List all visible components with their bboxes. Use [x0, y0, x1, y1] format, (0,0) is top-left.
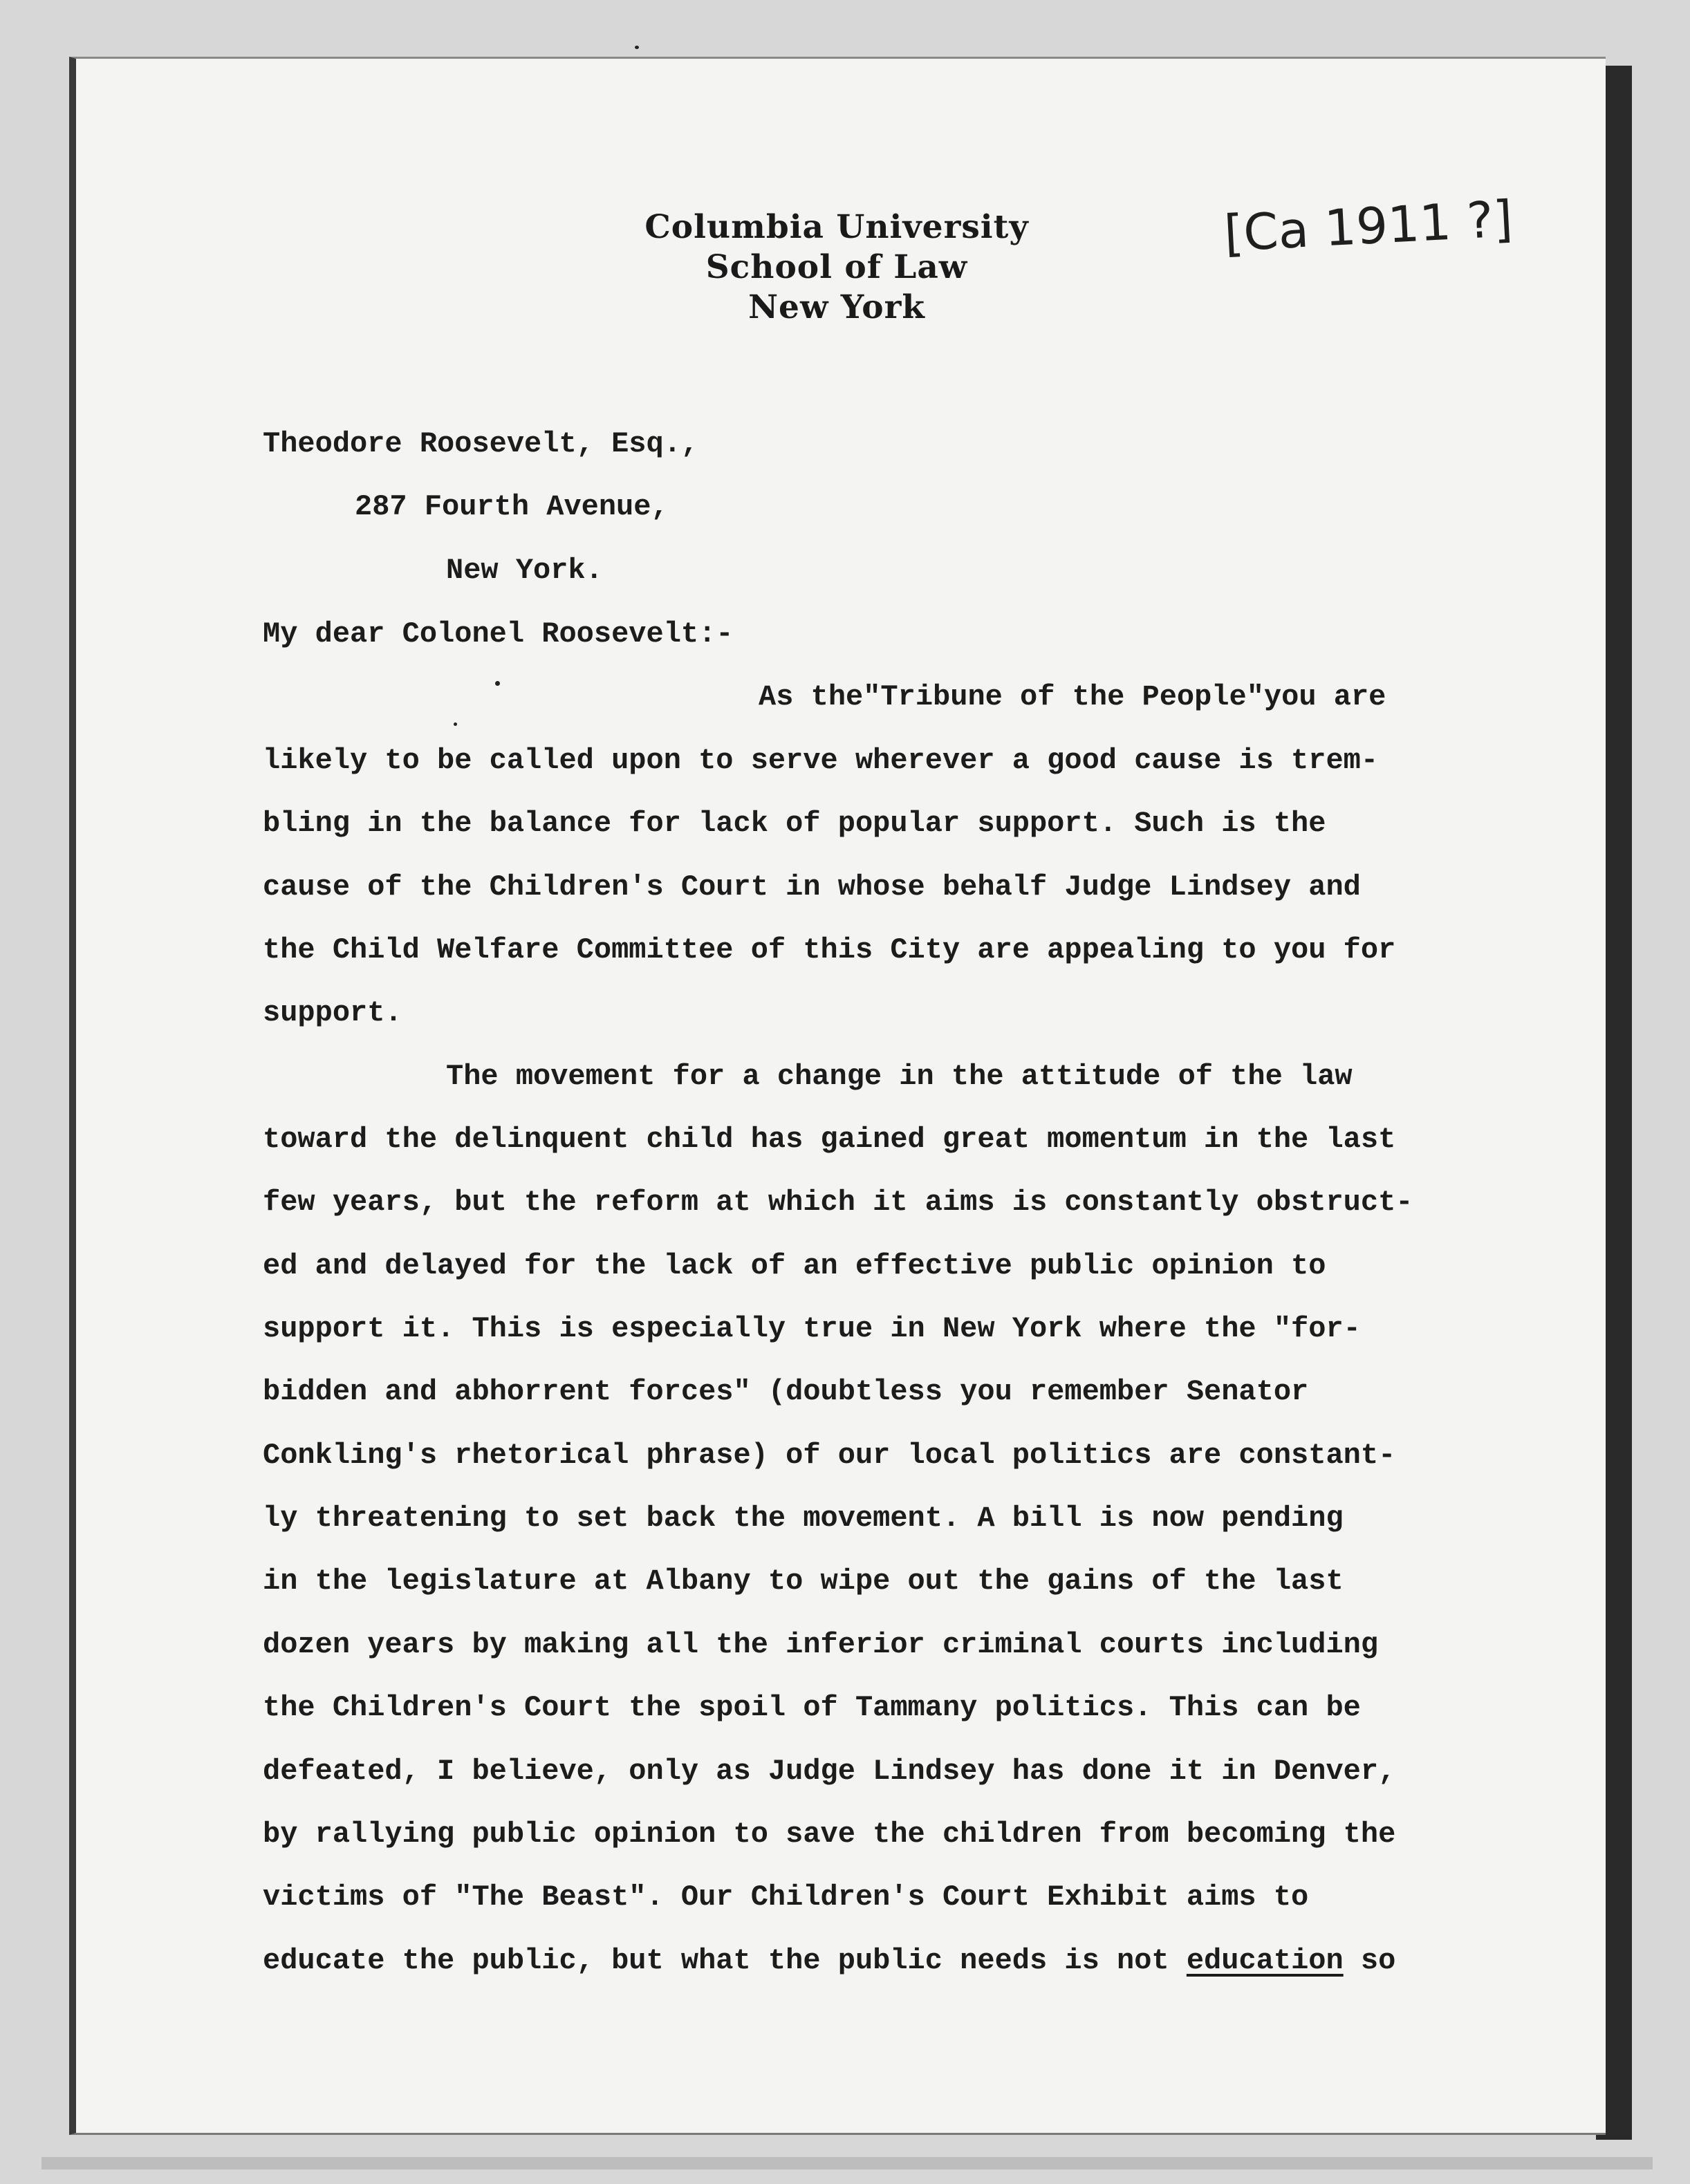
text-line: toward the delinquent child has gained great momentum in the last: [263, 1123, 1396, 1156]
text-line: the Children's Court the spoil of Tammany politics. This can be: [263, 1691, 1361, 1724]
text-line: ed and delayed for the lack of an effective public opinion to: [263, 1249, 1326, 1282]
salutation: My dear Colonel Roosevelt:-: [263, 617, 734, 651]
recipient-name: Theodore Roosevelt, Esq.,: [263, 427, 699, 460]
text-line: by rallying public opinion to save the children from becoming the: [263, 1818, 1396, 1851]
paragraph-2-line: [263, 1627, 1494, 1662]
text-segment: educate the public, but what the public needs is not: [263, 1944, 1169, 1977]
text-line: few years, but the reform at which it aims is constantly obstruct-: [263, 1186, 1413, 1219]
scan-margin: [41, 2157, 1653, 2169]
paragraph-2-line: [263, 1312, 1494, 1346]
paragraph-2-line: [263, 1564, 1494, 1598]
paragraph-2-line: [263, 1501, 1494, 1536]
text-line: dozen years by making all the inferior criminal courts including: [263, 1628, 1379, 1661]
paragraph-2-line: [263, 1122, 1494, 1157]
paragraph-2-line: [263, 1438, 1494, 1473]
paragraph-1-line: [263, 743, 1494, 778]
text-line: Conkling's rhetorical phrase) of our local politics are constant-: [263, 1439, 1396, 1472]
letterhead-university: Columbia University: [644, 208, 1029, 246]
paragraph-2-line: [263, 1185, 1494, 1220]
paragraph-2-line: [263, 1880, 1494, 1914]
letterhead: [622, 207, 1051, 328]
text-line: defeated, I believe, only as Judge Lindsey has done it in Denver,: [263, 1755, 1396, 1788]
underlined-word: education: [1186, 1944, 1344, 1977]
paragraph-1-line: [263, 870, 1494, 904]
text-segment: so: [1360, 1944, 1396, 1977]
scan-speck: [495, 681, 500, 686]
text-line: ly threatening to set back the movement. A bill is now pending: [263, 1502, 1344, 1535]
letterhead-school: School of Law: [705, 248, 968, 286]
text-line: victims of "The Beast". Our Children's Court Exhibit aims to: [263, 1880, 1309, 1914]
paragraph-1-line: [263, 806, 1494, 841]
text-line: in the legislature at Albany to wipe out the gains of the last: [263, 1565, 1344, 1598]
text-line: support it. This is especially true in New York where the "for-: [263, 1312, 1361, 1345]
scan-speck: [635, 46, 639, 49]
paragraph-2-line: [263, 1690, 1494, 1725]
recipient-street: 287 Fourth Avenue,: [355, 490, 669, 523]
scan-speck: [454, 722, 457, 726]
paragraph-2-first-line: The movement for a change in the attitude of the law: [446, 1060, 1353, 1093]
paragraph-2-line: [263, 1249, 1494, 1283]
paragraph-2-line: [263, 1817, 1494, 1851]
paragraph-2-continuation-line: [263, 1943, 1395, 1978]
paragraph-2-line: [263, 1754, 1494, 1789]
paragraph-2-line: [263, 1374, 1494, 1409]
text-line: cause of the Children's Court in whose behalf Judge Lindsey and: [263, 870, 1361, 904]
paragraph-1-last-line: support.: [263, 996, 402, 1029]
text-line: bidden and abhorrent forces" (doubtless you remember Senator: [263, 1375, 1309, 1408]
paragraph-1-line: [263, 933, 1494, 967]
paragraph-1-first-line: As the"Tribune of the People"you are: [759, 680, 1386, 713]
text-line: the Child Welfare Committee of this City are appealing to you for: [263, 933, 1396, 967]
text-line: likely to be called upon to serve wherever a good cause is trem-: [263, 744, 1379, 777]
letterhead-city: New York: [748, 288, 925, 326]
recipient-city: New York.: [446, 554, 603, 587]
text-line: bling in the balance for lack of popular support. Such is the: [263, 807, 1326, 840]
handwritten-date-annotation: [Ca 1911 ?]: [1223, 189, 1514, 263]
